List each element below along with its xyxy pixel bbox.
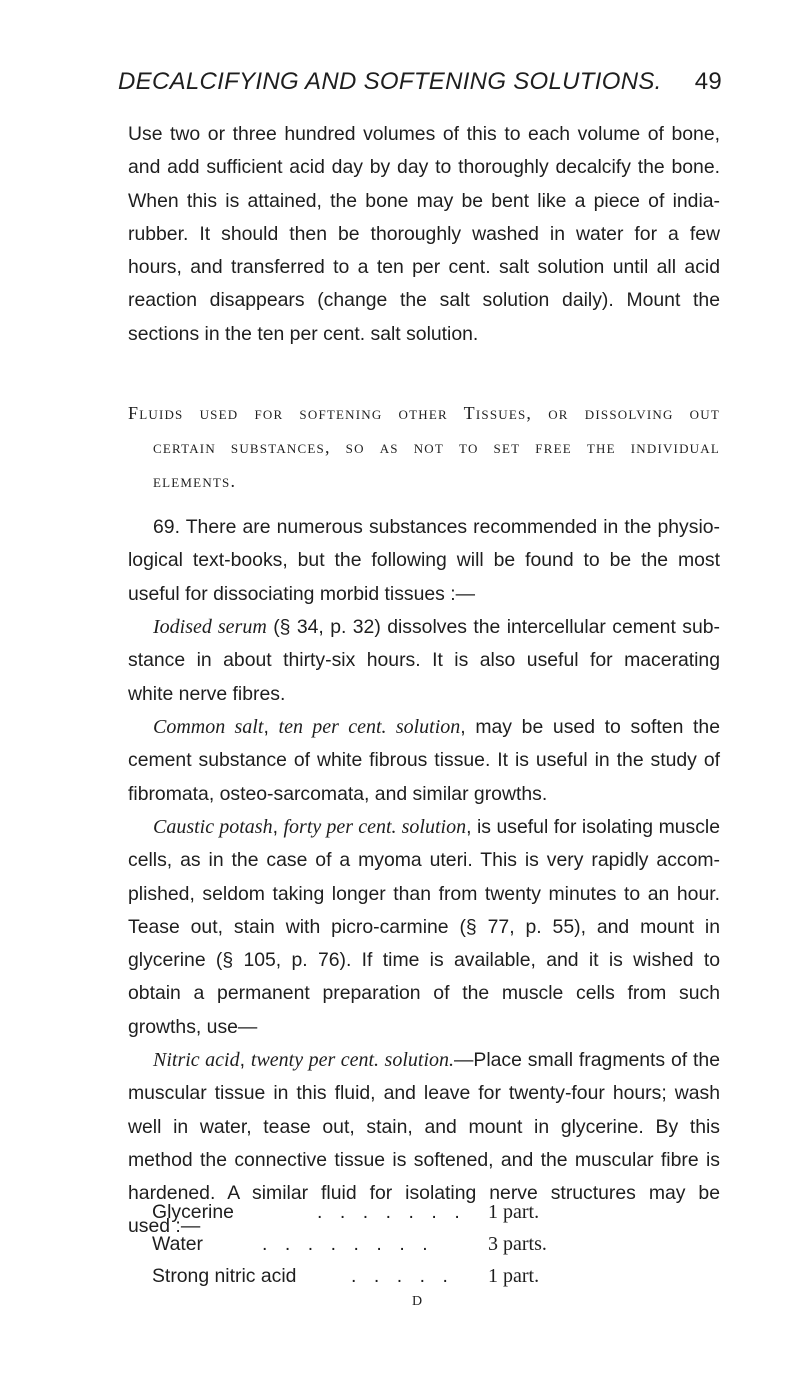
paragraph-iodised-serum: [128, 611, 720, 711]
text-line: used :—: [128, 1215, 201, 1238]
page-number: 49: [694, 68, 722, 95]
text-line: glycerine (§ 105, p. 76). If time is available, and it is wished to: [128, 949, 720, 972]
term-forty-per-cent: forty per cent. solution: [283, 816, 467, 838]
paragraph-common-salt: [128, 711, 720, 811]
text-line: well in water, tease out, stain, and mount in glycerine. By this: [128, 1115, 720, 1138]
ingredient-amount: 1 part.: [488, 1201, 540, 1223]
recipe-row: [152, 1228, 632, 1260]
heading-line: elements.: [153, 471, 237, 491]
running-title: DECALCIFYING AND SOFTENING SOLUTIONS.: [118, 68, 662, 95]
text-line: stance in about thirty-six hours. It is also useful for macerating: [128, 649, 720, 672]
text-line: plished, seldom taking longer than from twenty minutes to an hour.: [128, 882, 720, 905]
term-caustic-potash: Caustic potash: [153, 816, 273, 838]
text-line: Use two or three hundred volumes of this to each volume of bone,: [128, 123, 720, 145]
recipe-row: [152, 1196, 632, 1228]
section-heading: [128, 396, 720, 498]
text-line: Nitric acid, twenty per cent. solution.—Place small fragments of the: [153, 1049, 721, 1071]
text-line: fibromata, osteo-sarcomata, and similar growths.: [128, 782, 548, 805]
text-line: growths, use—: [128, 1015, 258, 1038]
ingredient-name: Glycerine: [152, 1201, 234, 1223]
term-common-salt: Common salt: [153, 716, 264, 738]
text-line: obtain a permanent preparation of the muscle cells from such: [128, 982, 720, 1005]
text-line: hours, and transferred to a ten per cent. salt solution until all acid: [128, 256, 720, 279]
text-line: sections in the ten per cent. salt solution.: [128, 322, 479, 345]
recipe-row: [152, 1260, 632, 1292]
text-line: useful for dissociating morbid tissues :—: [128, 582, 476, 605]
text-line: white nerve fibres.: [128, 682, 286, 705]
heading-line: Fluids used for softening other Tissues, or dissolving out: [128, 403, 720, 423]
paragraph-69: [128, 511, 720, 611]
text-fragment: —Place small fragments of the: [454, 1049, 721, 1071]
text-line: and add sufficient acid day by day to thoroughly decalcify the bone.: [128, 156, 720, 179]
text-line: When this is attained, the bone may be bent like a piece of india-: [128, 189, 720, 212]
term-nitric-acid: Nitric acid: [153, 1049, 240, 1071]
text-line: logical text-books, but the following will be found to be the most: [128, 549, 720, 572]
text-line: muscular tissue in this fluid, and leave for twenty-four hours; wash: [128, 1082, 720, 1105]
signature-mark: D: [412, 1294, 423, 1309]
ingredient-name: Water: [152, 1233, 203, 1255]
text-line: reaction disappears (change the salt solution daily). Mount the: [128, 289, 720, 312]
paragraph-intro: [128, 118, 720, 351]
leader-dots: .......: [317, 1201, 478, 1223]
text-line: 69. There are numerous substances recommended in the physio-: [153, 516, 720, 538]
text-line: hardened. A similar fluid for isolating nerve structures may be: [128, 1182, 720, 1205]
text-fragment: , may be used to soften the: [460, 716, 720, 738]
text-line: Common salt, ten per cent. solution, may be used to soften the: [153, 716, 720, 738]
text-line: cement substance of white fibrous tissue. It is useful in the study of: [128, 749, 720, 772]
ingredient-amount: 3 parts.: [488, 1233, 547, 1255]
term-twenty-per-cent: twenty per cent. solution.: [250, 1049, 454, 1071]
heading-line: certain substances, so as not to set free the individual: [153, 437, 720, 457]
leader-dots: .....: [351, 1265, 466, 1287]
leader-dots: ........: [262, 1233, 446, 1255]
text-line: Tease out, stain with picro-carmine (§ 77, p. 55), and mount in: [128, 915, 720, 938]
text-fragment: , is useful for isolating muscle: [466, 816, 721, 838]
text-line: method the connective tissue is softened, and the muscular fibre is: [128, 1148, 720, 1171]
text-line: [128, 611, 720, 644]
running-header: [118, 68, 722, 106]
text-line: rubber. It should then be thoroughly washed in water for a few: [128, 222, 720, 245]
term-ten-per-cent: ten per cent. solution: [278, 716, 461, 738]
text-line: cells, as in the case of a myoma uteri. This is very rapidly accom-: [128, 849, 720, 872]
recipe-table: [152, 1196, 632, 1292]
text-fragment: (§ 34, p. 32) dissolves the intercellular cement sub-: [273, 616, 720, 638]
text-line: Caustic potash, forty per cent. solution, is useful for isolating muscle: [153, 816, 721, 838]
ingredient-amount: 1 part.: [488, 1265, 540, 1287]
paragraph-caustic-potash: [128, 811, 720, 1044]
term-iodised-serum: Iodised serum: [153, 616, 267, 638]
ingredient-name: Strong nitric acid: [152, 1265, 297, 1287]
